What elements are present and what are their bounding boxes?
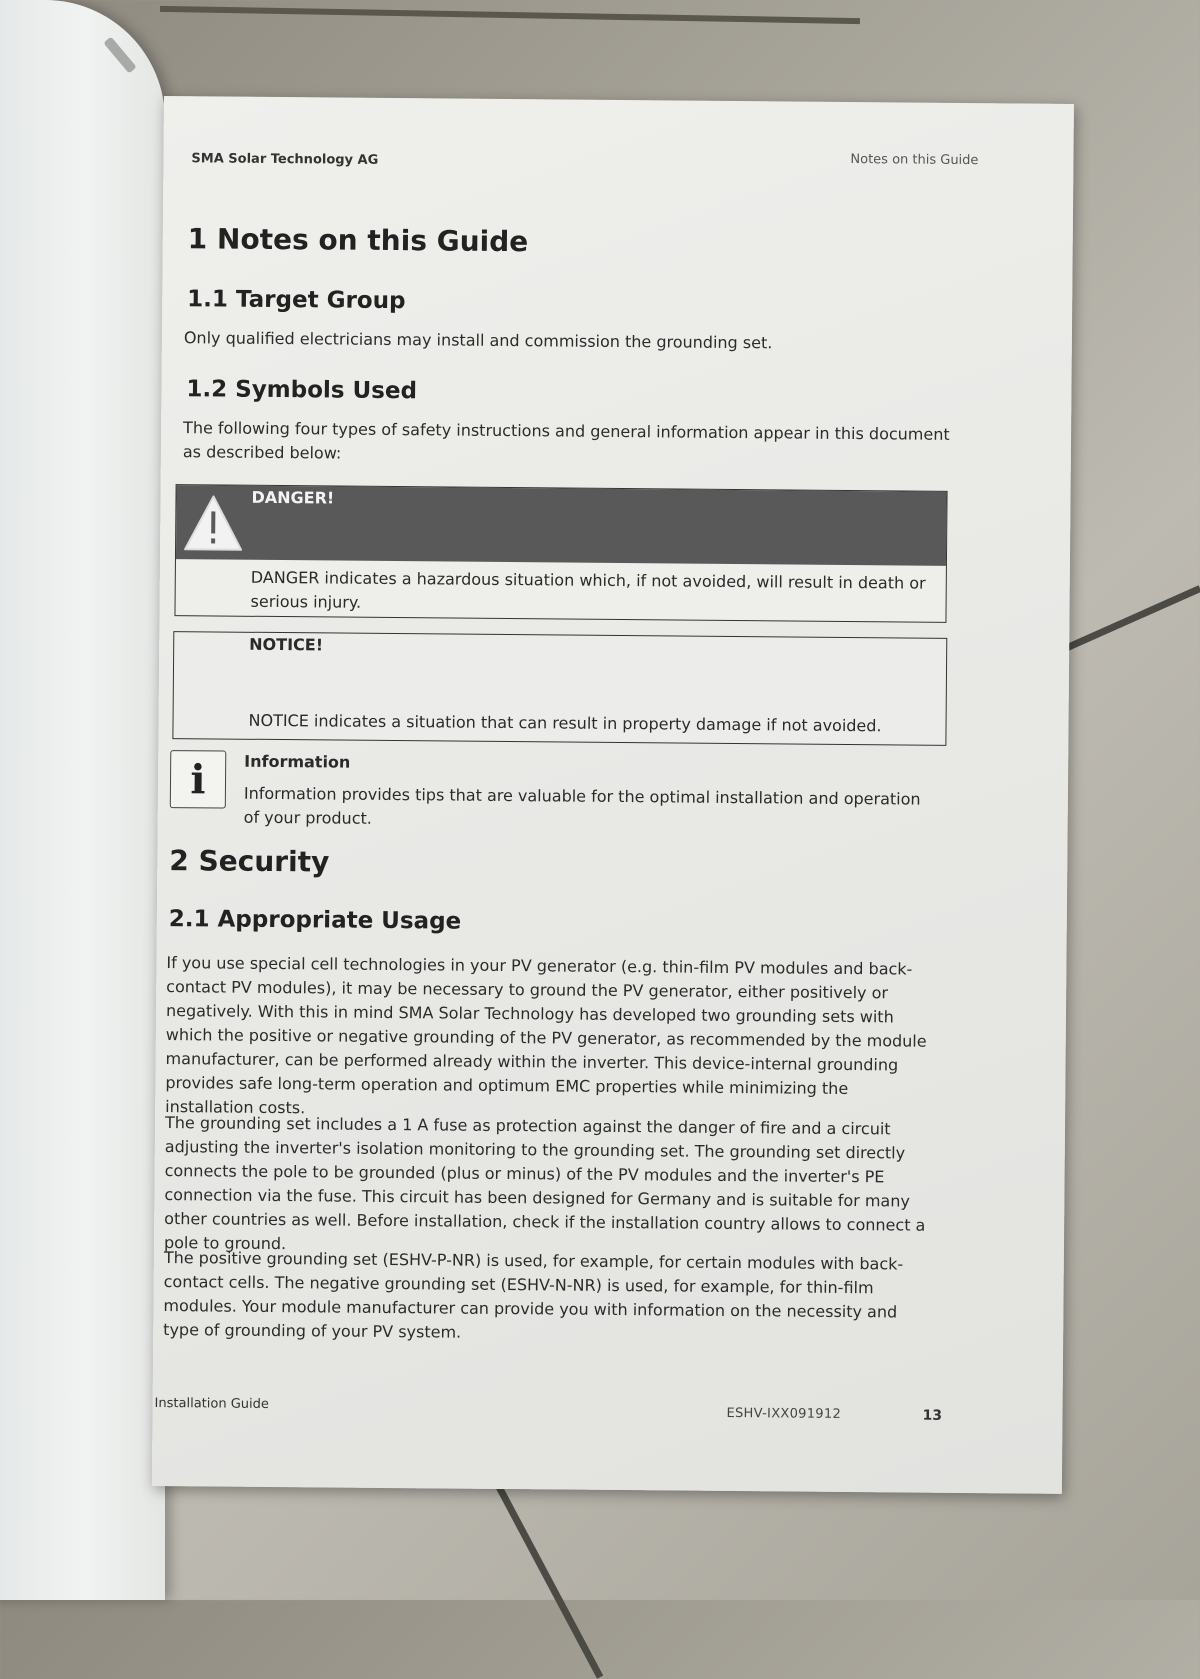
target-group-title: 1.1 Target Group <box>187 286 406 315</box>
information-label: Information <box>244 751 351 772</box>
information-text: Information provides tips that are valuable for the optimal installation and operation of your product. <box>243 783 921 828</box>
footer-page-number: 13 <box>922 1407 943 1424</box>
danger-text: DANGER indicates a hazardous situation which, if not avoided, will result in death or serious injury. <box>250 567 926 612</box>
floor-tile-joint <box>494 1481 603 1679</box>
section-2-title: 2 Security <box>169 844 330 879</box>
footer-doc-code: ESHV-IXX091912 <box>726 1405 842 1422</box>
target-group-text: Only qualified electricians may install and commission the grounding set. <box>183 328 773 353</box>
header-section: Notes on this Guide <box>850 151 979 169</box>
symbols-used-title: 1.2 Symbols Used <box>186 376 418 405</box>
manual-page <box>152 96 1074 1494</box>
appropriate-usage-title: 2.1 Appropriate Usage <box>168 906 462 935</box>
danger-box <box>174 484 947 623</box>
section-1-title: 1 Notes on this Guide <box>187 222 529 259</box>
usage-paragraph-1: If you use special cell technologies in your PV generator (e.g. thin-film PV modules and back-contact PV modules), it may be necessary to ground the PV generator, either positively or negatively. With this in mind SMA Solar Technology has developed two grounding sets with which the positive or negative grounding of the PV generator, as recommended by the module manufacturer, can be performed already within the inverter. This device-internal grounding provides safe long-term operation and optimum EMC properties while minimizing the installation costs. <box>165 953 927 1118</box>
left-curled-page <box>0 0 165 1600</box>
notice-text: NOTICE indicates a situation that can result in property damage if not avoided. <box>248 710 882 736</box>
danger-label: DANGER! <box>251 487 335 508</box>
footer-doc-type: Installation Guide <box>154 1395 269 1412</box>
warning-triangle-icon <box>182 493 245 554</box>
background-edge <box>160 6 860 24</box>
left-page-mark <box>103 36 136 73</box>
usage-paragraph-3: The positive grounding set (ESHV-P-NR) is used, for example, for certain modules with back-contact cells. The negative grounding set (ESHV-N-NR) is used, for example, for thin-film modules. Your module manufacturer can provide you with information on the necessity and type of grounding of your PV system. <box>163 1248 904 1342</box>
symbols-intro: The following four types of safety instructions and general information appear in this document as described below: <box>182 418 950 463</box>
usage-paragraph-2: The grounding set includes a 1 A fuse as protection against the danger of fire and a circuit adjusting the inverter's isolation monitoring to the grounding set. The grounding set directly connects the pole to be grounded (plus or minus) of the PV modules and the inverter's PE connection via the fuse. This circuit has been designed for Germany and is suitable for many other countries as well. Before installation, check if the installation country allows to connect a pole to ground. <box>163 1113 926 1254</box>
header-company: SMA Solar Technology AG <box>191 151 379 168</box>
information-icon: i <box>170 750 227 808</box>
notice-label: NOTICE! <box>249 634 324 655</box>
notice-box <box>172 631 947 746</box>
danger-header-bar <box>176 485 947 566</box>
